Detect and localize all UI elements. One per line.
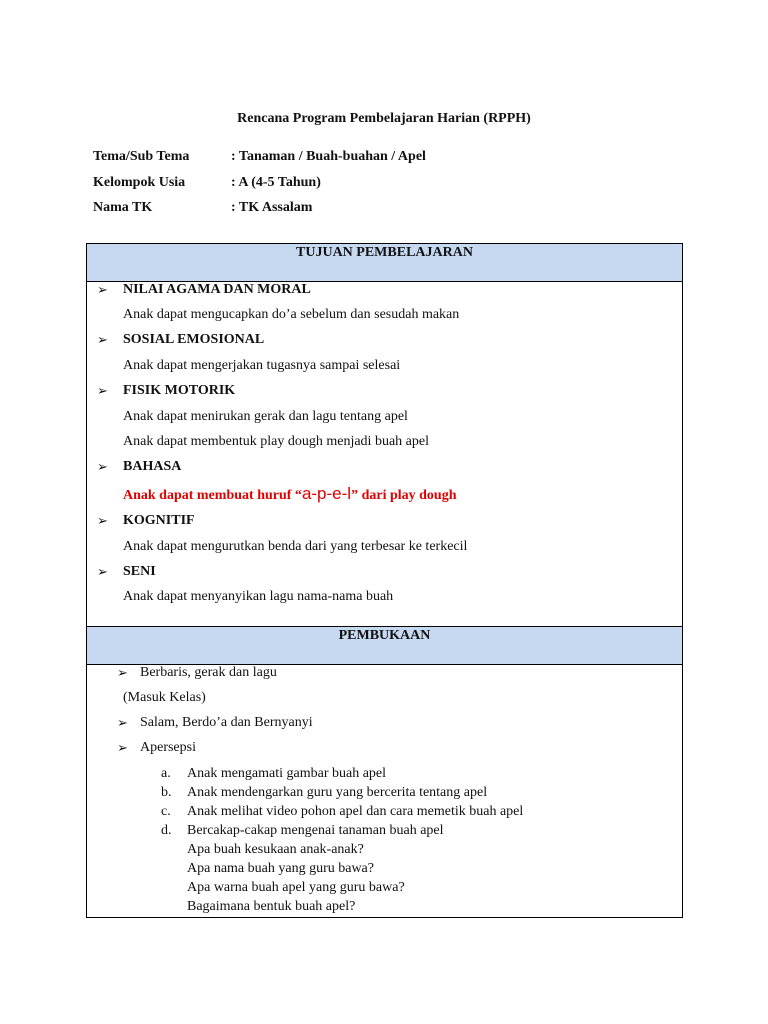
arrow-bullet-icon: ➢ — [97, 383, 108, 398]
question-text: Bagaimana bentuk buah apel? — [187, 899, 356, 914]
arrow-bullet-icon: ➢ — [117, 740, 128, 755]
section-desc: Anak dapat mengerjakan tugasnya sampai selesai — [123, 358, 401, 373]
tujuan-header: TUJUAN PEMBELAJARAN — [87, 244, 682, 282]
question-text: Apa buah kesukaan anak-anak? — [187, 842, 364, 857]
info-label: Tema/Sub Tema — [93, 149, 190, 164]
section-desc: Anak dapat membentuk play dough menjadi buah apel — [123, 434, 429, 449]
arrow-bullet-icon: ➢ — [97, 459, 108, 474]
info-value: : TK Assalam — [231, 200, 313, 215]
item-text: Berbaris, gerak dan lagu — [140, 665, 277, 680]
arrow-bullet-icon: ➢ — [97, 513, 108, 528]
section-desc-highlight — [123, 484, 457, 504]
arrow-bullet-icon: ➢ — [117, 665, 128, 680]
list-marker: c. — [161, 804, 171, 819]
info-label: Nama TK — [93, 200, 153, 215]
arrow-bullet-icon: ➢ — [117, 715, 128, 730]
rpph-table — [86, 243, 683, 918]
document-title: Rencana Program Pembelajaran Harian (RPPH) — [237, 111, 531, 126]
arrow-bullet-icon: ➢ — [97, 564, 108, 579]
question-text: Apa nama buah yang guru bawa? — [187, 861, 374, 876]
pembukaan-header: PEMBUKAAN — [87, 626, 682, 665]
list-marker: d. — [161, 823, 172, 838]
item-text: Salam, Berdo’a dan Bernyanyi — [140, 715, 313, 730]
question-text: Apa warna buah apel yang guru bawa? — [187, 880, 405, 895]
desc-text: Anak dapat membuat huruf “ — [123, 488, 302, 503]
arrow-bullet-icon: ➢ — [97, 282, 108, 297]
section-desc: Anak dapat menyanyikan lagu nama-nama buah — [123, 589, 394, 604]
section-title: NILAI AGAMA DAN MORAL — [123, 282, 311, 297]
section-title: KOGNITIF — [123, 513, 195, 528]
item-text: Apersepsi — [140, 740, 196, 755]
list-marker: b. — [161, 785, 172, 800]
list-text: Anak mengamati gambar buah apel — [187, 766, 387, 781]
info-value: : Tanaman / Buah-buahan / Apel — [231, 149, 426, 164]
list-text: Anak mendengarkan guru yang bercerita tentang apel — [187, 785, 488, 800]
section-desc: Anak dapat mengurutkan benda dari yang terbesar ke terkecil — [123, 539, 468, 554]
section-title: FISIK MOTORIK — [123, 383, 236, 398]
section-desc: Anak dapat mengucapkan do’a sebelum dan sesudah makan — [123, 307, 460, 322]
list-marker: a. — [161, 766, 171, 781]
arrow-bullet-icon: ➢ — [97, 332, 108, 347]
section-desc: Anak dapat menirukan gerak dan lagu tentang apel — [123, 409, 408, 424]
info-label: Kelompok Usia — [93, 175, 186, 190]
desc-letters: a-p-e-l — [301, 484, 352, 503]
list-text: Bercakap-cakap mengenai tanaman buah apel — [187, 823, 444, 838]
section-title: SOSIAL EMOSIONAL — [123, 332, 265, 347]
section-title: SENI — [123, 564, 156, 579]
desc-text: ” dari play dough — [351, 488, 457, 503]
masuk-kelas-text: (Masuk Kelas) — [123, 690, 206, 705]
list-text: Anak melihat video pohon apel dan cara memetik buah apel — [187, 804, 524, 819]
section-title: BAHASA — [123, 459, 182, 474]
info-value: : A (4-5 Tahun) — [231, 175, 321, 190]
